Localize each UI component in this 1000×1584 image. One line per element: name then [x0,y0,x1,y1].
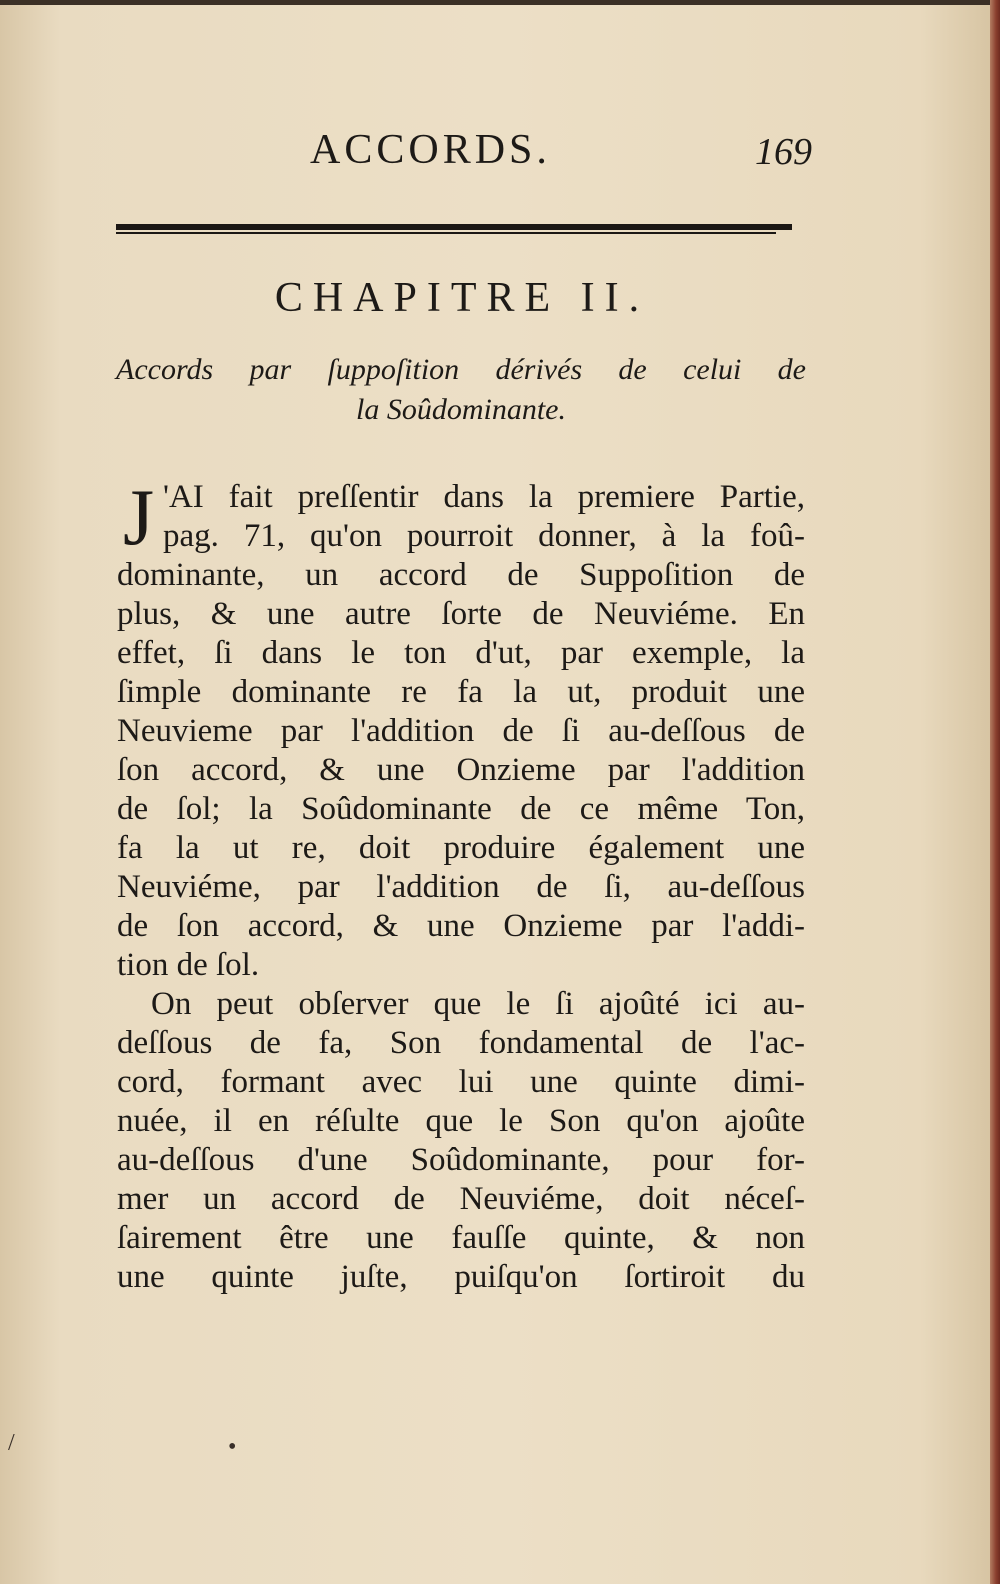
text-line: de ſol; la Soûdominante de ce même Ton, [117,791,805,827]
page-number: 169 [755,131,812,173]
text-line: On peut obſerver que le ſi ajoûté ici au- [151,986,805,1022]
header-rule [116,224,792,234]
body-text [117,474,805,1297]
text-line: de ſon accord, & une Onzieme par l'addi- [117,908,805,944]
book-fore-edge [990,0,1000,1584]
text-line: ſimple dominante re fa la ut, produit une [117,674,805,710]
text-line: effet, ſi dans le ton d'ut, par exemple, la [117,635,805,671]
text-line: tion de ſol. [117,947,260,983]
subtitle-line-1: Accords par ſuppoſition dérivés de celui de [116,353,806,386]
text-line: 'AI fait preſſentir dans la premiere Partie, [163,479,805,515]
text-line: dominante, un accord de Suppoſition de [117,557,805,593]
subtitle-line-2: la Soûdominante. [356,393,566,426]
text-line: fa la ut re, doit produire également une [117,830,805,866]
running-title: ACCORDS. [310,127,551,173]
page-top-edge [0,0,1000,5]
page-header [112,118,812,178]
text-line: pag. 71, qu'on pourroit donner, à la foû- [163,518,805,554]
rule-thick-line [116,224,792,230]
chapter-title: CHAPITRE II. [274,275,650,321]
text-line: mer un accord de Neuviéme, doit néceſ- [117,1181,805,1217]
text-line: une quinte juſte, puiſqu'on ſortiroit du [117,1259,805,1295]
text-line: plus, & une autre ſorte de Neuviéme. En [117,596,805,632]
ink-spot: • [228,1434,237,1460]
text-line: Neuviéme, par l'addition de ſi, au-deſſous [117,869,805,905]
text-line: Neuvieme par l'addition de ſi au-deſſous de [117,713,805,749]
chapter-subtitle [116,350,806,430]
text-line: deſſous de fa, Son fondamental de l'ac- [117,1025,805,1061]
text-line: nuée, il en réſulte que le Son qu'on ajoûte [117,1103,805,1139]
rule-thin-line [116,232,776,234]
margin-mark: / [8,1430,15,1456]
text-line: ſairement être une fauſſe quinte, & non [117,1220,805,1256]
text-line: au-deſſous d'une Soûdominante, pour for- [117,1142,805,1178]
drop-cap: J [123,474,155,562]
text-line: cord, formant avec lui une quinte dimi- [117,1064,805,1100]
text-line: ſon accord, & une Onzieme par l'addition [117,752,805,788]
